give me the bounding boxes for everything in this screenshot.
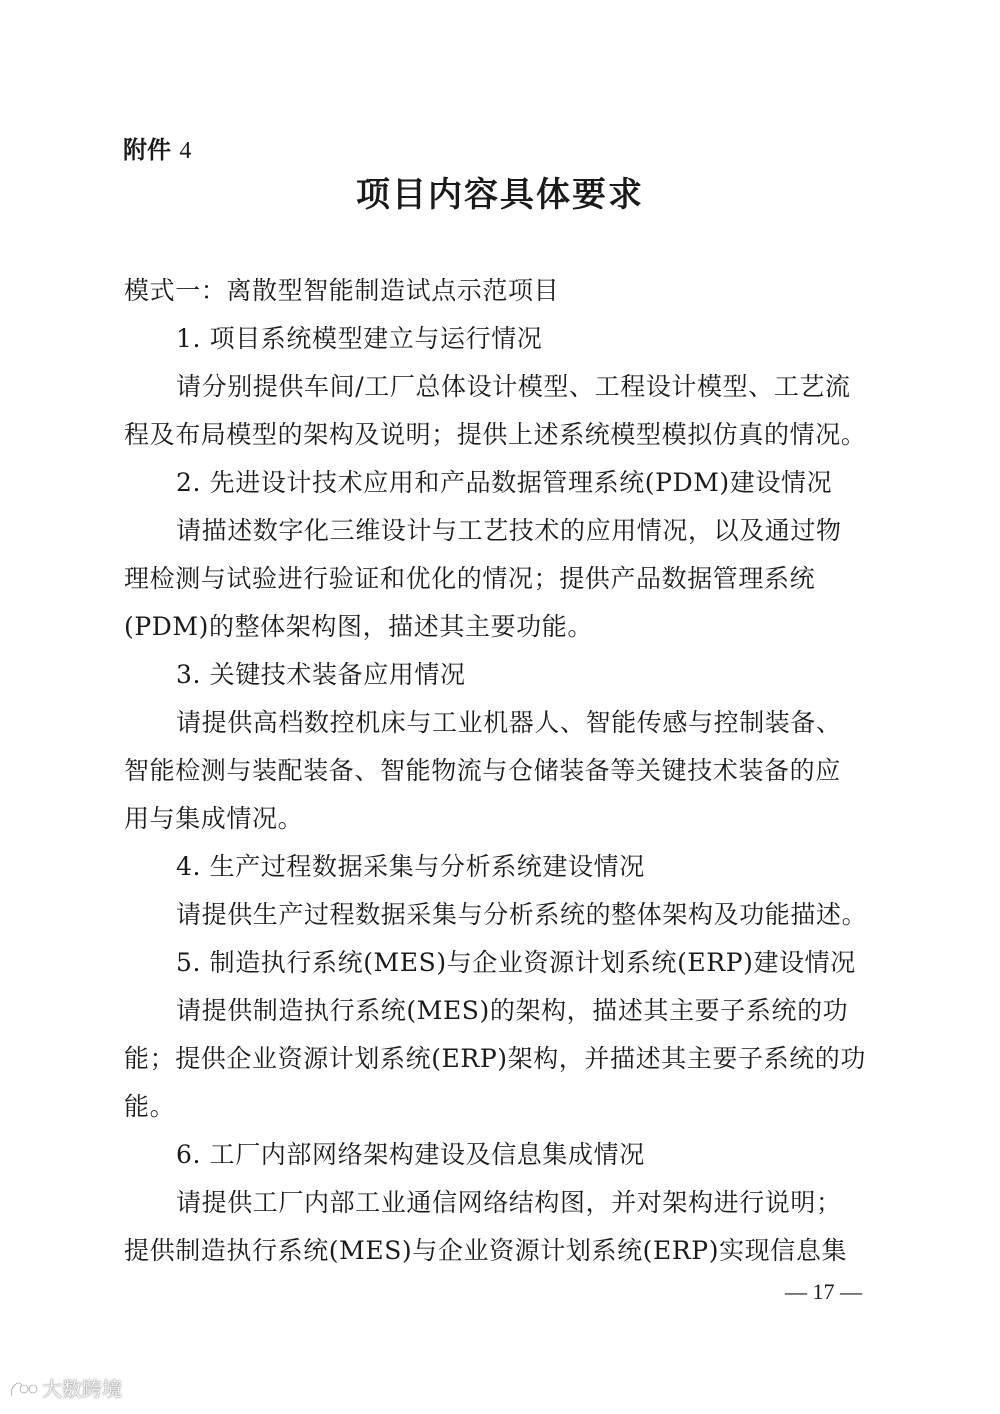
- text-line: 请提供工厂内部工业通信网络结构图，并对架构进行说明；: [176, 1188, 842, 1217]
- attachment-label: [123, 134, 191, 167]
- text-line: 5. 制造执行系统(MES)与企业资源计划系统(ERP)建设情况: [176, 948, 856, 977]
- text-line: 理检测与试验进行验证和优化的情况；提供产品数据管理系统: [124, 564, 816, 593]
- attachment-number: 4: [179, 138, 192, 164]
- text-line: 能。: [124, 1092, 176, 1121]
- text-line: 请分别提供车间/工厂总体设计模型、工程设计模型、工艺流: [176, 372, 851, 401]
- text-line: 请提供制造执行系统(MES)的架构，描述其主要子系统的功: [176, 996, 849, 1025]
- text-line: 3. 关键技术装备应用情况: [176, 660, 466, 689]
- text-line: 请描述数字化三维设计与工艺技术的应用情况，以及通过物: [176, 516, 842, 545]
- text-line: (PDM)的整体架构图，描述其主要功能。: [124, 612, 593, 641]
- page-number: — 17 —: [785, 1279, 862, 1304]
- text-line: 2. 先进设计技术应用和产品数据管理系统(PDM)建设情况: [176, 468, 833, 497]
- text-line: 模式一：离散型智能制造试点示范项目: [124, 276, 560, 305]
- text-line: 请提供高档数控机床与工业机器人、智能传感与控制装备、: [176, 708, 842, 737]
- text-line: 4. 生产过程数据采集与分析系统建设情况: [176, 852, 645, 881]
- text-line: 程及布局模型的架构及说明；提供上述系统模型模拟仿真的情况。: [124, 420, 867, 449]
- document-body: [124, 267, 872, 1275]
- text-line: 6. 工厂内部网络架构建设及信息集成情况: [176, 1140, 645, 1169]
- watermark: [8, 1376, 122, 1402]
- watermark-logo-icon: [8, 1378, 38, 1400]
- attachment-prefix: 附件: [123, 136, 171, 164]
- text-line: 智能检测与装配装备、智能物流与仓储装备等关键技术装备的应: [124, 756, 841, 785]
- text-line: 用与集成情况。: [124, 804, 304, 833]
- text-line: 请提供生产过程数据采集与分析系统的整体架构及功能描述。: [176, 900, 868, 929]
- page-title: 项目内容具体要求: [356, 175, 644, 215]
- text-line: 1. 项目系统模型建立与运行情况: [176, 324, 543, 353]
- text-line: 提供制造执行系统(MES)与企业资源计划系统(ERP)实现信息集: [124, 1236, 848, 1265]
- text-line: 能；提供企业资源计划系统(ERP)架构，并描述其主要子系统的功: [124, 1044, 867, 1073]
- watermark-text: 大数跨境: [42, 1377, 122, 1401]
